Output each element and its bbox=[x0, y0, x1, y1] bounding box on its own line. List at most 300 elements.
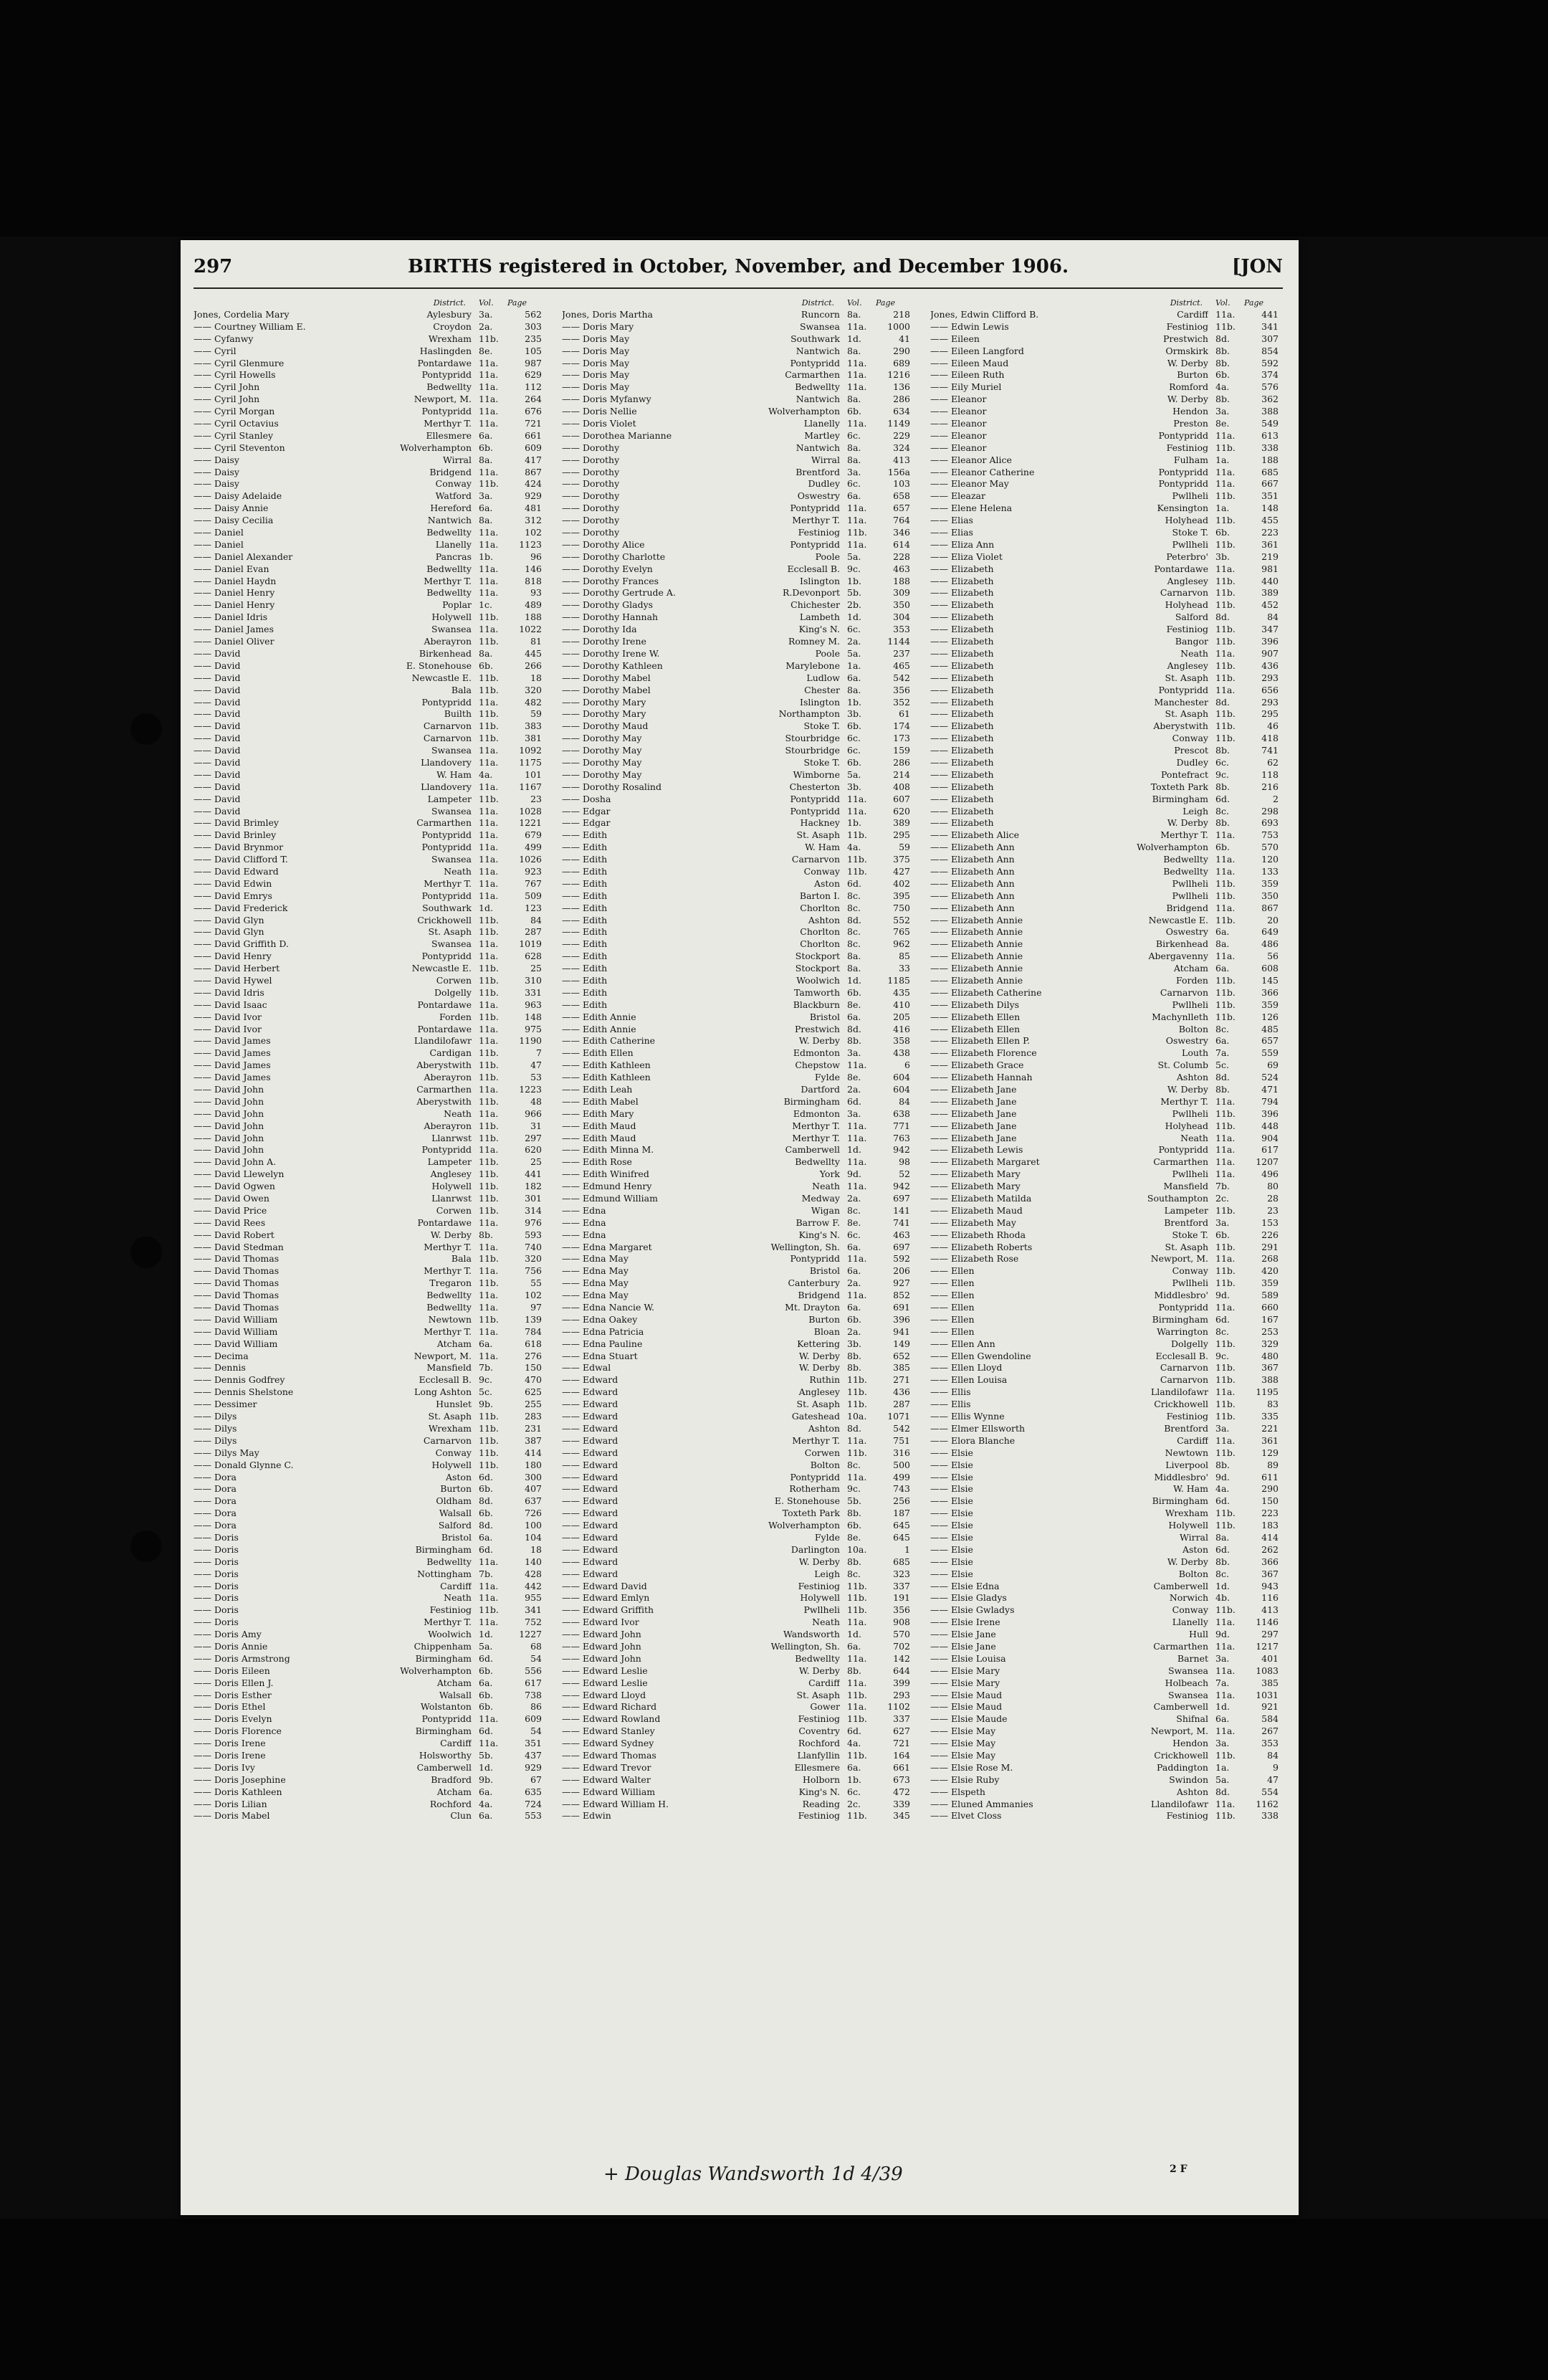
column-1 bbox=[194, 298, 543, 1822]
entry-volume: 2a. bbox=[847, 636, 861, 647]
entry-district: Carnarvon bbox=[423, 720, 472, 732]
register-entry bbox=[930, 1084, 1280, 1096]
entry-page: 570 bbox=[1261, 842, 1279, 853]
entry-page: 350 bbox=[893, 599, 910, 611]
entry-name: —— Edith Catherine bbox=[562, 1035, 656, 1047]
entry-district: Chippenham bbox=[414, 1640, 472, 1652]
entry-page: 46 bbox=[1267, 720, 1279, 732]
entry-volume: 11a. bbox=[1215, 1253, 1236, 1265]
entry-page: 765 bbox=[893, 926, 910, 938]
entry-page: 752 bbox=[525, 1617, 542, 1628]
entry-page: 867 bbox=[525, 466, 542, 477]
register-entry bbox=[562, 1677, 912, 1690]
entry-volume: 11b. bbox=[1215, 974, 1236, 986]
register-entry bbox=[194, 672, 543, 685]
entry-district: Burton bbox=[1177, 369, 1208, 381]
entry-name: —— Doris bbox=[194, 1568, 239, 1579]
entry-district: King's N. bbox=[798, 624, 840, 635]
entry-name: —— Edward Emlyn bbox=[562, 1592, 650, 1604]
entry-district: Bristol bbox=[809, 1011, 840, 1022]
entry-page: 120 bbox=[1261, 854, 1279, 865]
entry-page: 1175 bbox=[519, 756, 542, 768]
register-entry bbox=[930, 333, 1280, 346]
register-entry bbox=[194, 1750, 543, 1762]
entry-volume: 8c. bbox=[847, 902, 861, 913]
entry-name: —— Eileen Ruth bbox=[930, 369, 1005, 381]
entry-volume: 11b. bbox=[479, 733, 499, 744]
entry-district: Mt. Drayton bbox=[785, 1302, 840, 1313]
entry-district: Newport, M. bbox=[1150, 1726, 1208, 1737]
entry-volume: 9c. bbox=[1215, 1350, 1229, 1361]
entry-name: —— Doris bbox=[194, 1592, 239, 1604]
entry-district: Burton bbox=[440, 1483, 472, 1495]
entry-district: Merthyr T. bbox=[424, 575, 472, 586]
register-entry bbox=[930, 381, 1280, 394]
page-number: 297 bbox=[194, 256, 233, 277]
entry-page: 256 bbox=[893, 1495, 910, 1507]
entry-page: 441 bbox=[525, 1168, 542, 1180]
register-entry bbox=[194, 1181, 543, 1193]
register-entry bbox=[562, 733, 912, 745]
register-entry bbox=[194, 1569, 543, 1581]
register-entry bbox=[562, 1569, 912, 1581]
register-entry bbox=[194, 430, 543, 442]
entry-name: —— Doris May bbox=[562, 333, 630, 344]
entry-volume: 1d. bbox=[479, 902, 493, 913]
entry-page: 293 bbox=[1261, 696, 1279, 708]
register-entry bbox=[562, 1592, 912, 1604]
entry-page: 685 bbox=[893, 1556, 910, 1567]
register-entry bbox=[930, 1810, 1280, 1822]
entry-district: Toxteth Park bbox=[1150, 781, 1208, 792]
entry-page: 295 bbox=[893, 829, 910, 841]
entry-district: Poole bbox=[815, 647, 840, 659]
entry-district: Gateshead bbox=[791, 1411, 840, 1422]
entry-name: —— Eileen Maud bbox=[930, 357, 1009, 368]
entry-page: 549 bbox=[1261, 418, 1279, 429]
register-entry bbox=[562, 539, 912, 551]
entry-district: Oswestry bbox=[1165, 1035, 1208, 1047]
register-entry bbox=[194, 1144, 543, 1156]
entry-name: —— Edna May bbox=[562, 1265, 629, 1277]
entry-volume: 6d. bbox=[1215, 1313, 1230, 1325]
register-entry bbox=[930, 1265, 1280, 1277]
register-entry bbox=[930, 503, 1280, 515]
entry-page: 1190 bbox=[519, 1035, 542, 1047]
entry-name: —— Edward bbox=[562, 1556, 618, 1567]
entry-page: 290 bbox=[893, 345, 910, 356]
register-entry bbox=[562, 358, 912, 370]
entry-name: —— David bbox=[194, 793, 241, 804]
entry-district: Aston bbox=[1182, 1543, 1208, 1555]
entry-volume: 4a. bbox=[479, 1798, 493, 1809]
register-entry bbox=[194, 1520, 543, 1532]
entry-name: —— Cyril bbox=[194, 345, 236, 356]
header-rule bbox=[194, 287, 1283, 289]
entry-district: Rochford bbox=[798, 1738, 840, 1749]
register-entry bbox=[562, 1750, 912, 1762]
entry-page: 556 bbox=[525, 1665, 542, 1676]
entry-district: Pontypridd bbox=[421, 696, 472, 708]
entry-page: 657 bbox=[893, 503, 910, 514]
entry-page: 721 bbox=[525, 418, 542, 429]
entry-name: —— Dorothy Kathleen bbox=[562, 660, 663, 671]
entry-district: Camberwell bbox=[416, 1761, 472, 1773]
punch-hole-lower bbox=[130, 1531, 162, 1562]
entry-volume: 6a. bbox=[847, 1302, 861, 1313]
entry-name: —— Edna bbox=[562, 1229, 606, 1240]
entry-district: Carnarvon bbox=[423, 1434, 472, 1446]
entry-volume: 11a. bbox=[479, 1290, 499, 1301]
entry-district: Romney M. bbox=[788, 636, 840, 647]
register-entry bbox=[194, 1217, 543, 1229]
entry-page: 1123 bbox=[519, 538, 542, 550]
entry-district: Pontypridd bbox=[790, 1253, 840, 1265]
entry-name: —— Elizabeth bbox=[930, 805, 994, 817]
entry-page: 1019 bbox=[519, 938, 542, 950]
register-entry bbox=[930, 1447, 1280, 1460]
entry-volume: 8c. bbox=[1215, 1568, 1229, 1579]
entry-page: 6 bbox=[904, 1060, 910, 1071]
entry-page: 350 bbox=[1261, 890, 1279, 901]
register-entry bbox=[194, 1108, 543, 1120]
entry-page: 942 bbox=[893, 1144, 910, 1156]
register-entry bbox=[194, 1629, 543, 1641]
entry-page: 428 bbox=[525, 1568, 542, 1579]
entry-volume: 11b. bbox=[847, 1749, 867, 1761]
register-entry bbox=[194, 1120, 543, 1133]
entry-name: —— David William bbox=[194, 1338, 278, 1349]
entry-page: 145 bbox=[1261, 974, 1279, 986]
entry-name: —— Elsie bbox=[930, 1459, 973, 1470]
register-entry bbox=[562, 1047, 912, 1060]
entry-volume: 11a. bbox=[1215, 1386, 1236, 1398]
entry-name: —— Edna May bbox=[562, 1277, 629, 1289]
entry-name: —— Ellen bbox=[930, 1290, 975, 1301]
entry-volume: 6b. bbox=[479, 1701, 493, 1713]
entry-volume: 11a. bbox=[479, 563, 499, 574]
entry-volume: 11a. bbox=[479, 890, 499, 901]
entry-name: —— Dorothy Ida bbox=[562, 624, 637, 635]
entry-name: —— Elizabeth Ann bbox=[930, 877, 1015, 889]
entry-volume: 11b. bbox=[479, 720, 499, 732]
entry-page: 323 bbox=[893, 1568, 910, 1579]
register-entry bbox=[194, 1399, 543, 1411]
entry-page: 628 bbox=[525, 951, 542, 962]
register-entry bbox=[562, 999, 912, 1012]
entry-district: Conway bbox=[1172, 1265, 1208, 1277]
entry-name: —— Edith bbox=[562, 963, 608, 974]
entry-district: Oswestry bbox=[797, 490, 840, 502]
register-entry bbox=[562, 1665, 912, 1677]
entry-page: 1162 bbox=[1256, 1798, 1279, 1809]
entry-page: 661 bbox=[525, 429, 542, 441]
entry-page: 359 bbox=[1261, 999, 1279, 1010]
register-entry bbox=[194, 1483, 543, 1495]
register-entry bbox=[194, 321, 543, 333]
register-entry bbox=[562, 975, 912, 987]
entry-name: —— Edith bbox=[562, 902, 608, 913]
entry-name: —— Dorothy Frances bbox=[562, 575, 659, 586]
register-entry bbox=[930, 1120, 1280, 1133]
entry-district: Hendon bbox=[1172, 406, 1208, 417]
entry-name: —— Elizabeth Annie bbox=[930, 914, 1023, 925]
entry-district: Corwen bbox=[436, 1204, 472, 1216]
entry-volume: 11a. bbox=[479, 1144, 499, 1156]
entry-volume: 6b. bbox=[479, 1508, 493, 1519]
entry-district: Holywell bbox=[800, 1592, 840, 1604]
entry-name: —— Elizabeth Mary bbox=[930, 1181, 1021, 1192]
entry-district: Carmarthen bbox=[785, 369, 840, 381]
entry-volume: 8b. bbox=[1215, 781, 1230, 792]
register-entry bbox=[930, 866, 1280, 878]
entry-name: —— Daniel Oliver bbox=[194, 636, 274, 647]
entry-page: 645 bbox=[893, 1520, 910, 1531]
entry-page: 331 bbox=[525, 986, 542, 998]
entry-district: Pontypridd bbox=[1158, 1144, 1208, 1156]
entry-name: —— Edward bbox=[562, 1520, 618, 1531]
entry-volume: 8a. bbox=[1215, 938, 1230, 950]
entry-volume: 6d. bbox=[479, 1652, 493, 1664]
register-entry bbox=[194, 611, 543, 624]
entry-page: 148 bbox=[1261, 503, 1279, 514]
entry-page: 1026 bbox=[519, 854, 542, 865]
register-entry bbox=[930, 1314, 1280, 1326]
entry-district: Medway bbox=[801, 1193, 840, 1204]
register-entry bbox=[194, 1302, 543, 1314]
register-entry bbox=[930, 1532, 1280, 1544]
entry-volume: 6b. bbox=[479, 442, 493, 453]
entry-name: —— Edith Ellen bbox=[562, 1047, 634, 1059]
register-entry bbox=[930, 781, 1280, 794]
entry-name: —— Elizabeth bbox=[930, 733, 994, 744]
entry-district: W. Derby bbox=[798, 1556, 840, 1567]
entry-volume: 1b. bbox=[847, 575, 861, 586]
entry-district: Rochford bbox=[429, 1798, 472, 1809]
register-entry bbox=[194, 1617, 543, 1629]
register-entry bbox=[562, 1024, 912, 1036]
entry-volume: 8d. bbox=[479, 1520, 493, 1531]
entry-district: E. Stonehouse bbox=[774, 1495, 840, 1507]
entry-name: —— Edith bbox=[562, 842, 608, 853]
register-entry bbox=[930, 1799, 1280, 1811]
entry-name: —— Ellen Louisa bbox=[930, 1374, 1008, 1386]
register-entry bbox=[194, 817, 543, 829]
entry-page: 295 bbox=[1261, 708, 1279, 720]
entry-page: 721 bbox=[893, 1738, 910, 1749]
entry-district: Tamworth bbox=[794, 986, 840, 998]
entry-page: 923 bbox=[525, 865, 542, 877]
register-entry bbox=[930, 757, 1280, 769]
entry-name: —— Doris bbox=[194, 1604, 239, 1616]
entry-volume: 11b. bbox=[479, 1204, 499, 1216]
entry-volume: 3a. bbox=[1215, 1217, 1230, 1228]
entry-volume: 6a. bbox=[1215, 1713, 1230, 1725]
entry-volume: 11b. bbox=[479, 926, 499, 938]
entry-district: Birmingham bbox=[1152, 1313, 1208, 1325]
entry-name: —— Elora Blanche bbox=[930, 1434, 1016, 1446]
entry-volume: 6b. bbox=[847, 986, 861, 998]
register-entry bbox=[194, 1229, 543, 1242]
register-entry bbox=[930, 418, 1280, 430]
entry-name: —— Cyril Glenmure bbox=[194, 357, 285, 368]
entry-volume: 11a. bbox=[847, 357, 867, 368]
entry-page: 25 bbox=[530, 1156, 542, 1168]
register-entry bbox=[194, 1084, 543, 1096]
entry-name: —— Cyril Howells bbox=[194, 369, 276, 381]
entry-page: 524 bbox=[1261, 1072, 1279, 1083]
entry-name: —— Edward Leslie bbox=[562, 1665, 648, 1676]
entry-district: Anglesey bbox=[430, 1168, 472, 1180]
entry-volume: 4a. bbox=[1215, 1483, 1230, 1495]
entry-name: —— David Brynmor bbox=[194, 842, 284, 853]
entry-name: —— Dorothy bbox=[562, 515, 620, 526]
entry-name: —— Elizabeth bbox=[930, 745, 994, 756]
entry-name: —— Edward bbox=[562, 1399, 618, 1410]
entry-page: 187 bbox=[893, 1508, 910, 1519]
entry-district: Wolverhampton bbox=[400, 1665, 472, 1676]
entry-name: —— Edith bbox=[562, 890, 608, 901]
entry-volume: 11b. bbox=[479, 1168, 499, 1180]
entry-page: 307 bbox=[1261, 333, 1279, 344]
entry-name: —— Elizabeth bbox=[930, 611, 994, 623]
entry-name: —— David Stedman bbox=[194, 1241, 284, 1252]
entry-volume: 11a. bbox=[847, 1677, 867, 1688]
entry-name: —— David John bbox=[194, 1132, 264, 1143]
entry-district: Pontardawe bbox=[417, 1217, 472, 1228]
register-entry bbox=[194, 1786, 543, 1799]
entry-district: W. Derby bbox=[1167, 1556, 1208, 1567]
entry-volume: 4a. bbox=[847, 842, 861, 853]
register-entry bbox=[562, 720, 912, 733]
entry-district: W. Derby bbox=[798, 1350, 840, 1361]
entry-volume: 11a. bbox=[1215, 854, 1236, 865]
entry-volume: 11b. bbox=[1215, 624, 1236, 635]
register-entry bbox=[194, 551, 543, 563]
entry-district: W. Derby bbox=[1167, 357, 1208, 368]
entry-district: W. Ham bbox=[805, 842, 840, 853]
entry-district: Holyhead bbox=[1165, 515, 1208, 526]
entry-page: 84 bbox=[1267, 611, 1279, 623]
entry-page: 359 bbox=[1261, 1277, 1279, 1289]
entry-district: Pontypridd bbox=[421, 951, 472, 962]
entry-page: 7 bbox=[536, 1047, 542, 1059]
entry-page: 54 bbox=[530, 1652, 542, 1664]
register-entry bbox=[930, 1411, 1280, 1423]
entry-name: —— Elsie May bbox=[930, 1738, 996, 1749]
register-entry bbox=[562, 430, 912, 442]
register-entry bbox=[930, 1277, 1280, 1290]
register-entry bbox=[930, 1423, 1280, 1435]
entry-district: Chepstow bbox=[795, 1060, 840, 1071]
entry-page: 221 bbox=[1261, 1422, 1279, 1434]
entry-page: 463 bbox=[893, 1229, 910, 1240]
entry-name: —— David John bbox=[194, 1120, 264, 1131]
entry-name: —— David bbox=[194, 768, 241, 780]
entry-name: —— David Frederick bbox=[194, 902, 288, 913]
entry-volume: 11b. bbox=[479, 672, 499, 683]
register-entry bbox=[562, 1314, 912, 1326]
entry-district: Paddington bbox=[1157, 1761, 1208, 1773]
register-entry bbox=[194, 333, 543, 346]
entry-page: 286 bbox=[893, 756, 910, 768]
entry-district: Newtown bbox=[428, 1313, 472, 1325]
entry-volume: 11b. bbox=[847, 854, 867, 865]
register-entry bbox=[562, 1386, 912, 1399]
entry-district: Carmarthen bbox=[1153, 1156, 1208, 1168]
page-header bbox=[194, 254, 1283, 283]
entry-page: 416 bbox=[893, 1023, 910, 1034]
entry-name: —— Elizabeth bbox=[930, 563, 994, 574]
entry-district: Pontardawe bbox=[1154, 563, 1208, 574]
entry-district: Wolverhampton bbox=[1137, 842, 1208, 853]
entry-name: —— David John bbox=[194, 1095, 264, 1107]
entry-name: —— Dorothy Alice bbox=[562, 538, 645, 550]
entry-name: —— Edward John bbox=[562, 1629, 641, 1640]
register-entry bbox=[930, 648, 1280, 660]
entry-name: —— Elsie Jane bbox=[930, 1640, 996, 1652]
entry-name: —— Edith bbox=[562, 938, 608, 950]
register-entry bbox=[194, 1362, 543, 1374]
register-entry bbox=[930, 854, 1280, 866]
entry-district: Wimborne bbox=[793, 768, 840, 780]
entry-district: Bolton bbox=[1178, 1568, 1208, 1579]
continuation-label: [JON bbox=[1231, 256, 1283, 277]
entry-name: —— Eliza Ann bbox=[930, 538, 995, 550]
register-entry bbox=[194, 1592, 543, 1604]
register-entry bbox=[930, 636, 1280, 648]
entry-volume: 11a. bbox=[479, 1738, 499, 1749]
register-entry bbox=[194, 903, 543, 915]
entry-page: 418 bbox=[1261, 733, 1279, 744]
register-entry bbox=[562, 515, 912, 527]
register-entry bbox=[562, 829, 912, 842]
register-entry bbox=[930, 454, 1280, 467]
register-entry bbox=[930, 587, 1280, 599]
entry-volume: 4a. bbox=[847, 1738, 861, 1749]
entry-volume: 6d. bbox=[847, 877, 861, 889]
entry-page: 2 bbox=[1273, 793, 1279, 804]
entry-name: —— Elizabeth bbox=[930, 575, 994, 586]
entry-name: —— Edna Pauline bbox=[562, 1338, 643, 1349]
entry-name: —— Edna May bbox=[562, 1290, 629, 1301]
entry-district: St. Asaph bbox=[428, 1411, 472, 1422]
register-entry bbox=[562, 1072, 912, 1084]
entry-district: Lampeter bbox=[427, 793, 472, 804]
register-entry bbox=[194, 1641, 543, 1653]
entry-page: 62 bbox=[1267, 756, 1279, 768]
register-entry bbox=[930, 915, 1280, 927]
register-entry bbox=[194, 1460, 543, 1472]
entry-volume: 11a. bbox=[1215, 478, 1236, 490]
entry-name: —— Edith bbox=[562, 914, 608, 925]
entry-volume: 11b. bbox=[847, 1604, 867, 1616]
entry-district: Long Ashton bbox=[414, 1386, 472, 1398]
register-entry bbox=[562, 1726, 912, 1738]
entry-volume: 11b. bbox=[1215, 575, 1236, 586]
register-entry bbox=[562, 333, 912, 346]
entry-name: —— Edith bbox=[562, 974, 608, 986]
entry-volume: 11a. bbox=[479, 877, 499, 889]
entry-name: —— Daisy Cecilia bbox=[194, 515, 274, 526]
entry-district: Bridgend bbox=[798, 1290, 840, 1301]
entry-page: 629 bbox=[525, 369, 542, 381]
entry-name: —— David Herbert bbox=[194, 963, 280, 974]
entry-district: E. Stonehouse bbox=[406, 660, 472, 671]
entry-name: —— Doris Lilian bbox=[194, 1798, 267, 1809]
entry-district: Pwllheli bbox=[1172, 538, 1208, 550]
entry-name: —— Dorothy Mabel bbox=[562, 672, 651, 683]
